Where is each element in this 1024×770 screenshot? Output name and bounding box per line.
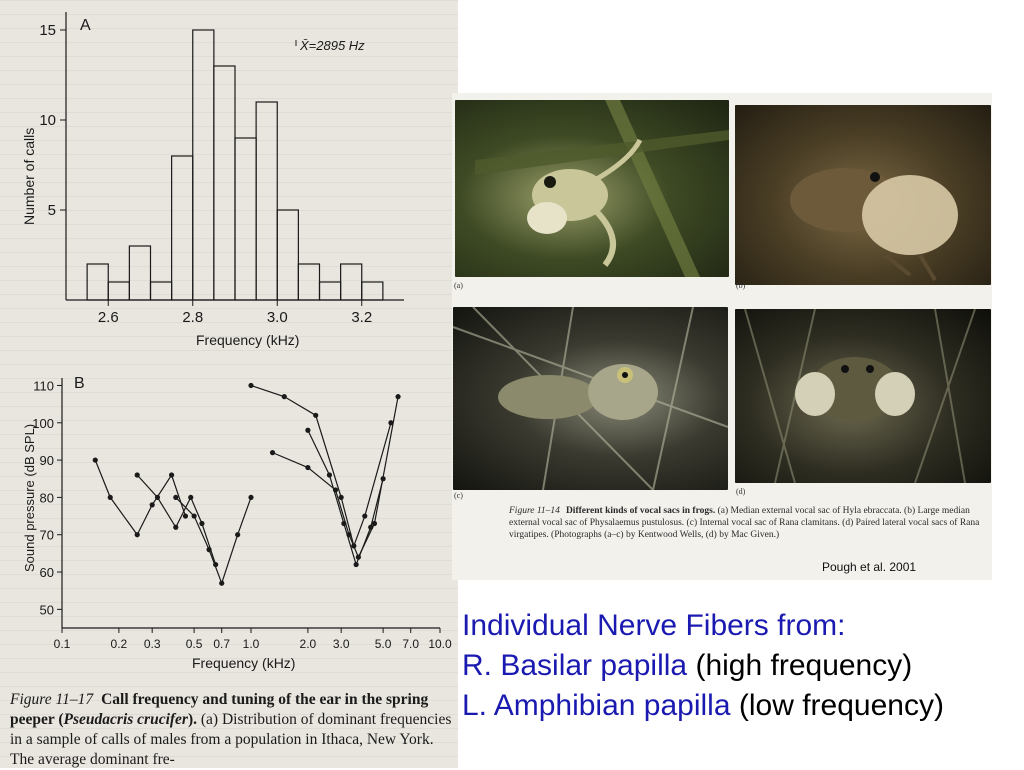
histogram-bar	[172, 156, 193, 300]
tuning-curve-point	[93, 457, 98, 462]
caption-figure-number: Figure 11–17	[10, 691, 94, 708]
tuning-curve-point	[313, 413, 318, 418]
tuning-curve-point	[150, 502, 155, 507]
tuning-y-tick-label: 80	[39, 490, 54, 506]
amphibian-papilla-detail: (low frequency)	[738, 689, 944, 722]
histogram-bar	[87, 264, 108, 300]
caption-rest: (a) Distribution of dominant frequencies in a sample of calls of males from a population in Ithaca, New York. The average dominant fre-	[10, 711, 452, 768]
tuning-panel-b	[22, 375, 452, 671]
photo-label-a: (a)	[454, 281, 463, 290]
caption-bold-end: ).	[187, 711, 197, 728]
histogram-x-tick-label: 3.0	[266, 309, 288, 326]
frog-a-illustration	[455, 100, 729, 277]
photo-credit: Pough et al. 2001	[822, 560, 917, 574]
panel-label-b: B	[74, 375, 85, 392]
histogram-axes	[39, 12, 404, 326]
tuning-curve-point	[282, 394, 287, 399]
tuning-ylabel: Sound pressure (dB SPL)	[22, 423, 37, 572]
histogram-y-tick-label: 5	[47, 202, 56, 219]
caption-bold-title: Call frequency and tuning of the ear in the spring peeper (	[10, 691, 429, 728]
tuning-curve-point	[381, 476, 386, 481]
tuning-x-tick-label: 7.0	[402, 637, 420, 651]
figure-11-17-caption	[10, 690, 458, 770]
tuning-curve-point	[248, 495, 253, 500]
histogram-bar	[235, 138, 256, 300]
figure-11-17-charts	[0, 0, 458, 680]
tuning-curve-point	[327, 472, 332, 477]
panel-label-a: A	[80, 17, 91, 34]
histogram-xlabel: Frequency (kHz)	[196, 332, 300, 348]
tuning-x-tick-label: 0.5	[185, 637, 203, 651]
histogram-bar	[256, 102, 277, 300]
nerve-fiber-text	[462, 606, 1022, 726]
photo-caption-body: (a) Median external vocal sac of Hyla ebraccata. (b) Large median external vocal sac of Physalaemus pustulosus. (c) Internal vocal sac of Rana clamitans. (d) Paired lateral vocal sacs of Rana virgatipes. (Photographs (a–c) by Kentwood Wells, (d) by Mac Given.)	[509, 506, 980, 540]
tuning-curve-point	[368, 525, 373, 530]
photo-physalaemus-pustulosus	[735, 105, 991, 285]
histogram-bar	[108, 282, 129, 300]
tuning-x-tick-label: 1.0	[242, 637, 260, 651]
tuning-curve-point	[354, 562, 359, 567]
histogram-bar	[362, 282, 383, 300]
tuning-curve-point	[219, 581, 224, 586]
tuning-curve-point	[173, 525, 178, 530]
histogram-bar	[277, 210, 298, 300]
tuning-curve-point	[183, 513, 188, 518]
fibers-heading: Individual Nerve Fibers from:	[462, 609, 846, 642]
basilar-papilla-term: R. Basilar papilla	[462, 649, 688, 682]
histogram-x-tick-label: 2.8	[182, 309, 204, 326]
caption-species: Pseudacris crucifer	[63, 711, 188, 728]
frog-b-illustration	[735, 105, 991, 285]
tuning-curve-point	[248, 383, 253, 388]
tuning-curve-point	[135, 472, 140, 477]
fibers-line-basilar	[462, 646, 1022, 686]
mean-annotation: X̄=2895 Hz	[300, 38, 365, 53]
tuning-x-tick-label: 0.2	[110, 637, 128, 651]
frog-c-illustration	[453, 307, 728, 490]
tuning-curve-point	[169, 472, 174, 477]
tuning-x-tick-label: 2.0	[299, 637, 317, 651]
tuning-y-tick-label: 90	[39, 453, 54, 469]
photo-label-c: (c)	[454, 491, 463, 500]
figure-11-14-caption	[509, 505, 989, 541]
photo-hyla-ebraccata	[455, 100, 729, 277]
tuning-curve-point	[199, 521, 204, 526]
tuning-curve-point	[192, 513, 197, 518]
histogram-bar	[151, 282, 172, 300]
histogram-y-tick-label: 10	[39, 112, 56, 129]
tuning-y-tick-label: 100	[32, 415, 54, 431]
tuning-y-tick-label: 70	[39, 527, 54, 543]
tuning-curve-line	[251, 385, 391, 545]
histogram-x-tick-label: 2.6	[97, 309, 119, 326]
photo-label-b: (b)	[736, 281, 746, 290]
tuning-y-tick-label: 60	[39, 565, 54, 581]
histogram-bar	[214, 66, 235, 300]
tuning-curve-point	[305, 428, 310, 433]
tuning-curve-point	[270, 450, 275, 455]
tuning-curve-line	[176, 497, 251, 583]
tuning-xlabel: Frequency (kHz)	[192, 655, 296, 671]
tuning-curve-point	[395, 394, 400, 399]
histogram-y-tick-label: 15	[39, 22, 56, 39]
tuning-curve-point	[235, 532, 240, 537]
fibers-line-amphibian	[462, 686, 1022, 726]
histogram-bar	[320, 282, 341, 300]
tuning-curve-line	[308, 430, 383, 564]
histogram-bar	[341, 264, 362, 300]
frog-d-illustration	[735, 309, 991, 483]
histogram-bar	[298, 264, 319, 300]
amphibian-papilla-term: L. Amphibian papilla	[462, 689, 731, 722]
tuning-curves	[93, 383, 401, 586]
tuning-x-tick-label: 0.1	[53, 637, 71, 651]
tuning-curve-point	[206, 547, 211, 552]
photo-rana-clamitans	[453, 307, 728, 490]
figure-11-14-photos	[452, 93, 992, 580]
tuning-y-tick-label: 50	[39, 602, 54, 618]
photo-caption-number: Figure 11–14	[509, 506, 560, 516]
histogram-panel-a	[21, 12, 404, 348]
histogram-bars	[87, 30, 383, 300]
tuning-x-tick-label: 5.0	[374, 637, 392, 651]
tuning-y-tick-label: 110	[33, 378, 54, 394]
histogram-bar	[193, 30, 214, 300]
tuning-x-tick-label: 0.3	[143, 637, 161, 651]
tuning-curve-point	[188, 495, 193, 500]
histogram-ylabel: Number of calls	[21, 127, 37, 225]
histogram-x-tick-label: 3.2	[351, 309, 373, 326]
photo-label-d: (d)	[736, 487, 746, 496]
tuning-x-tick-label: 10.0	[428, 637, 452, 651]
tuning-curve-point	[108, 495, 113, 500]
photo-caption-title: Different kinds of vocal sacs in frogs.	[565, 506, 716, 516]
tuning-axes	[32, 378, 452, 651]
photo-rana-virgatipes	[735, 309, 991, 483]
tuning-x-tick-label: 0.7	[213, 637, 231, 651]
tuning-curve-point	[341, 521, 346, 526]
tuning-curve-point	[362, 513, 367, 518]
tuning-curve-point	[173, 495, 178, 500]
basilar-papilla-detail: (high frequency)	[695, 649, 913, 682]
tuning-x-tick-label: 3.0	[332, 637, 350, 651]
tuning-curve-point	[339, 495, 344, 500]
tuning-curve-point	[155, 495, 160, 500]
histogram-bar	[129, 246, 150, 300]
tuning-curve-point	[305, 465, 310, 470]
tuning-curve-point	[135, 532, 140, 537]
